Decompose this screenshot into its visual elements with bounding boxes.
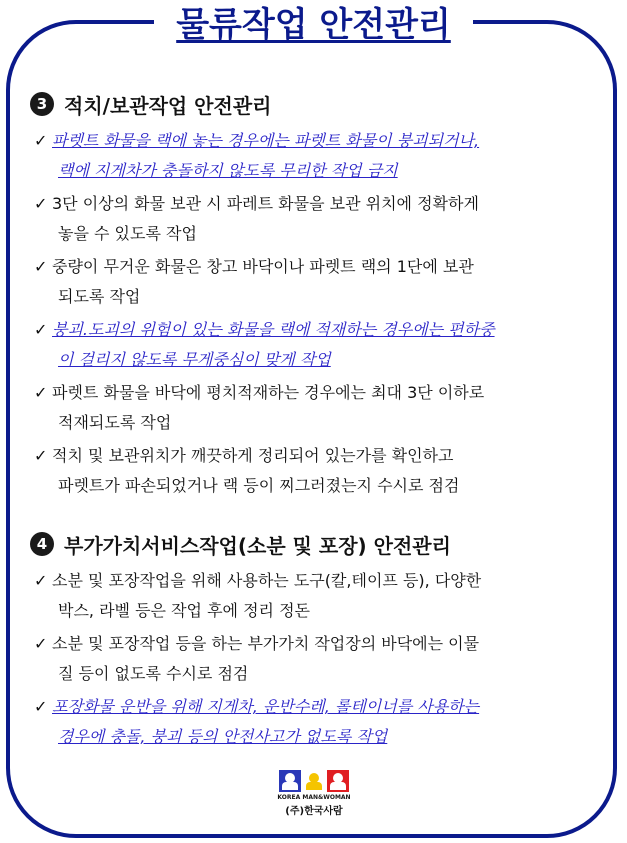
checkmark-icon: ✓ xyxy=(34,320,48,339)
checklist-item-line: 3단 이상의 화물 보관 시 파레트 화물을 보관 위치에 정확하게 xyxy=(52,194,479,213)
logo-english-text: KOREA MAN&WOMAN xyxy=(277,794,351,801)
checklist-item xyxy=(30,126,600,186)
checklist-item-line: 경우에 충돌, 붕괴 등의 안전사고가 없도록 작업 xyxy=(58,727,388,746)
checklist-item-line: 중량이 무거운 화물은 창고 바닥이나 파렛트 랙의 1단에 보관 xyxy=(52,257,474,276)
checklist-item-line: 소분 및 포장작업 등을 하는 부가가치 작업장의 바닥에는 이물 xyxy=(52,634,480,653)
checkmark-icon: ✓ xyxy=(34,131,48,150)
checklist-item xyxy=(30,315,600,375)
logo-icon xyxy=(272,770,356,792)
section-4-header xyxy=(30,528,600,560)
checkmark-icon: ✓ xyxy=(34,446,48,465)
checklist-item-line: 포장화물 운반을 위해 지게차, 운반수레, 롤테이너를 사용하는 xyxy=(52,697,480,716)
checklist-item-line: 되도록 작업 xyxy=(58,287,141,306)
checklist-item-line: 파렛트 화물을 랙에 놓는 경우에는 파렛트 화물이 붕괴되거나, xyxy=(52,131,480,150)
checklist-item-line: 랙에 지게차가 충돌하지 않도록 무리한 작업 금지 xyxy=(58,161,398,180)
section-3-header xyxy=(30,88,600,120)
company-logo xyxy=(272,770,356,817)
checkmark-icon: ✓ xyxy=(34,383,48,402)
logo-figure-blue-icon xyxy=(279,770,301,792)
checklist-item-line: 파렛트가 파손되었거나 랙 등이 찌그러졌는지 수시로 점검 xyxy=(58,476,460,495)
section-number-badge: 3 xyxy=(30,92,54,116)
checklist-item-line: 박스, 라벨 등은 작업 후에 정리 정돈 xyxy=(58,601,310,620)
checklist-item xyxy=(30,566,600,626)
checkmark-icon: ✓ xyxy=(34,571,48,590)
checkmark-icon: ✓ xyxy=(34,194,48,213)
checklist-item-line: 놓을 수 있도록 작업 xyxy=(58,224,197,243)
checkmark-icon: ✓ xyxy=(34,697,48,716)
section-number-badge: 4 xyxy=(30,532,54,556)
section-4 xyxy=(30,528,600,755)
logo-figure-red-icon xyxy=(327,770,349,792)
section-3 xyxy=(30,88,600,504)
section-3-list xyxy=(30,126,600,501)
checklist-item xyxy=(30,441,600,501)
checklist-item xyxy=(30,629,600,689)
checkmark-icon: ✓ xyxy=(34,257,48,276)
section-4-list xyxy=(30,566,600,752)
logo-figure-yellow-icon xyxy=(303,770,325,792)
checklist-item-line: 이 걸리지 않도록 무게중심이 맞게 작업 xyxy=(58,350,331,369)
checklist-item xyxy=(30,378,600,438)
title-wrap xyxy=(0,0,627,50)
logo-korean-text: (주)한국사람 xyxy=(285,806,343,817)
checklist-item xyxy=(30,252,600,312)
section-4-title: 부가가치서비스작업(소분 및 포장) 안전관리 xyxy=(64,533,451,558)
checklist-item xyxy=(30,692,600,752)
checklist-item-line: 적재되도록 작업 xyxy=(58,413,172,432)
checklist-item xyxy=(30,189,600,249)
checklist-item-line: 소분 및 포장작업을 위해 사용하는 도구(칼,테이프 등), 다양한 xyxy=(52,571,482,590)
checklist-item-line: 파렛트 화물을 바닥에 평치적재하는 경우에는 최대 3단 이하로 xyxy=(52,383,485,402)
checklist-item-line: 붕괴.도괴의 위험이 있는 화물을 랙에 적재하는 경우에는 편하중 xyxy=(52,320,495,339)
checklist-item-line: 질 등이 없도록 수시로 점검 xyxy=(58,664,249,683)
checkmark-icon: ✓ xyxy=(34,634,48,653)
page-title: 물류작업 안전관리 xyxy=(154,0,473,50)
section-3-title: 적치/보관작업 안전관리 xyxy=(64,93,272,118)
checklist-item-line: 적치 및 보관위치가 깨끗하게 정리되어 있는가를 확인하고 xyxy=(52,446,454,465)
